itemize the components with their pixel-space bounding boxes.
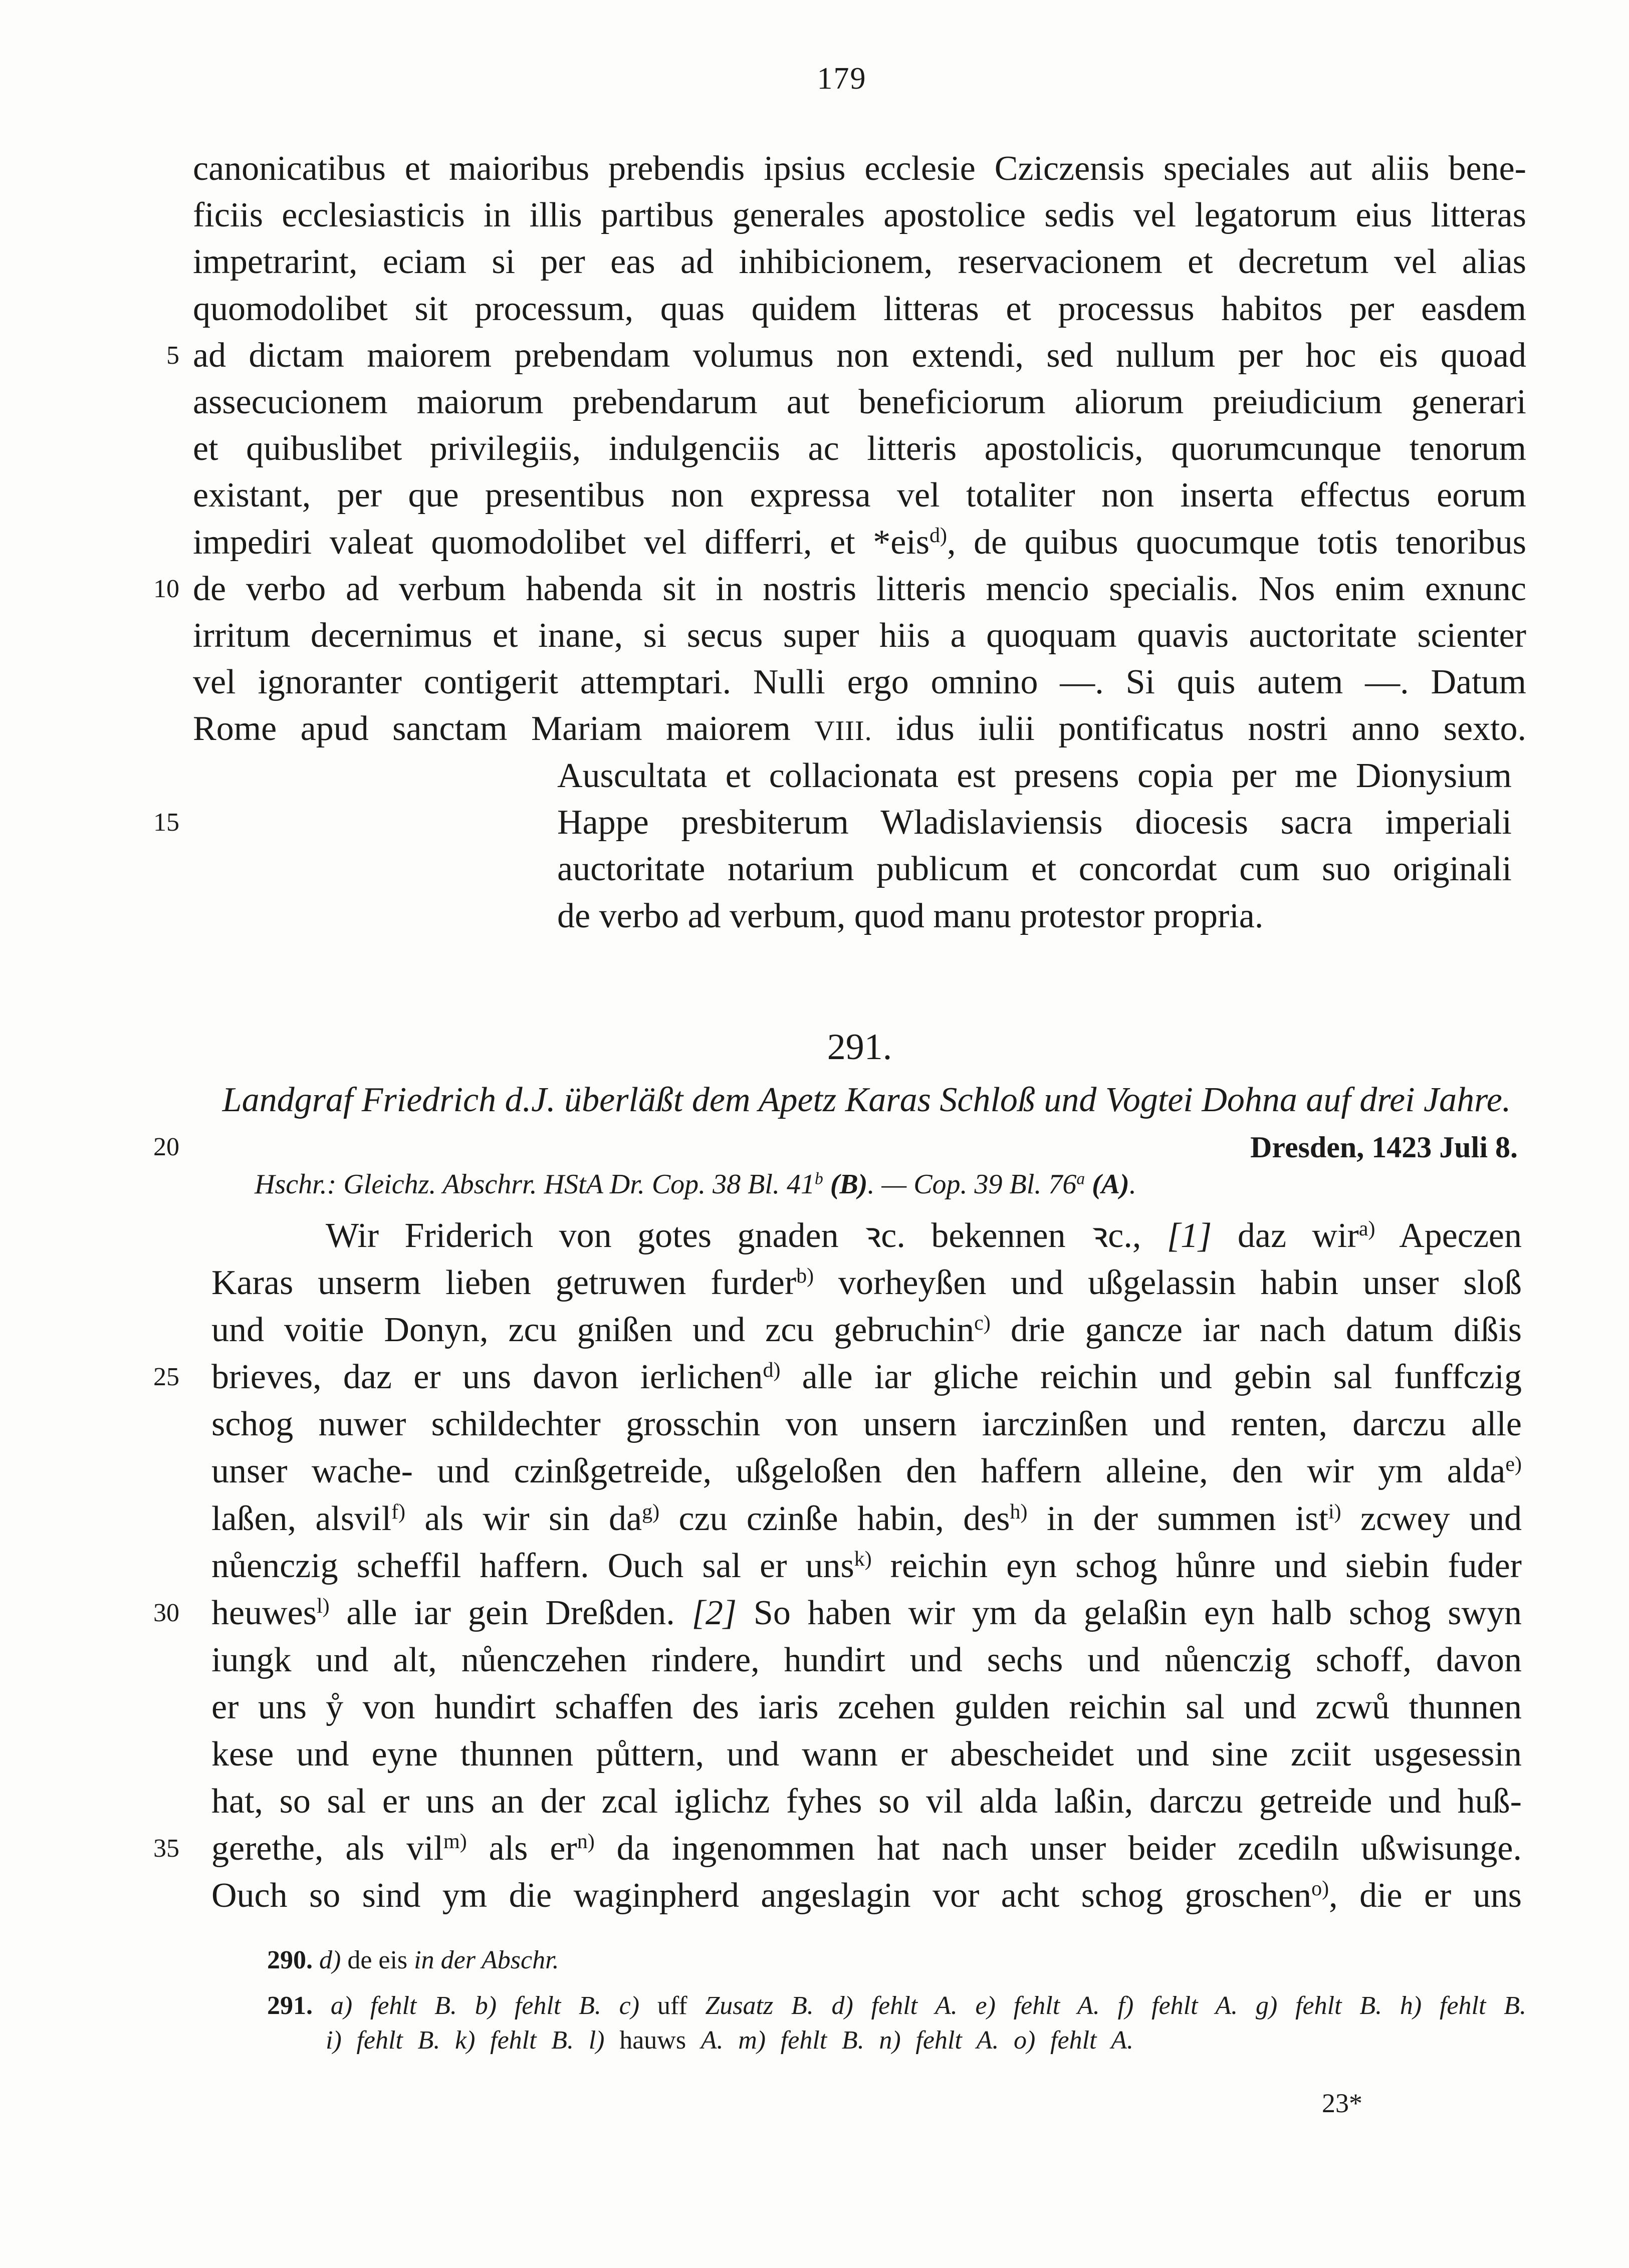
text-run: und voitie Donyn, zcu gnißen und zcu gebruchin [211, 1311, 975, 1350]
text-run: impetrarint, eciam si per eas ad inhibicionem, reservacionem et decretum vel alias [193, 242, 1526, 282]
line-text [211, 1684, 1522, 1731]
text-line [0, 1872, 1629, 1919]
italic-run: i) fehlt B. k) fehlt B. l) [326, 2026, 605, 2055]
text-run: vorheyßen und ußgelassin habin unser sloß [814, 1264, 1522, 1303]
line-text [193, 286, 1526, 332]
bold-run: 290. [267, 1946, 313, 1974]
text-run: quomodolibet sit processum, quas quidem litteras et processus habitos per easdem [193, 289, 1526, 328]
italic-run: d) [319, 1946, 341, 1974]
footnote-ref: k) [854, 1547, 872, 1571]
text-line [0, 752, 1629, 799]
italic-run: a) fehlt B. b) fehlt B. c) [330, 1991, 640, 2020]
text-run [1085, 1169, 1092, 1200]
text-line [0, 1307, 1629, 1354]
line-text [211, 1731, 1522, 1778]
document-number: 291. [827, 1027, 892, 1068]
text-line [0, 1401, 1629, 1448]
line-text [211, 1354, 1522, 1401]
line-text [193, 192, 1526, 238]
text-line [0, 1259, 1629, 1307]
text-run: da ingenommen hat nach unser beider zcediln ußwisunge. [594, 1829, 1522, 1868]
italic-run: A. m) fehlt B. n) fehlt A. o) fehlt A. [701, 2026, 1134, 2055]
line-number: 35 [153, 1834, 179, 1863]
text-line [0, 332, 1629, 379]
footnote-ref: b [814, 1169, 823, 1188]
text-run: schog nuwer schildechter grosschin von unsern iarczinßen und renten, darczu alle [211, 1405, 1522, 1444]
italic-run: in der Abschr. [414, 1946, 559, 1974]
footnote-291-continued [326, 2023, 1133, 2058]
text-run: kese und eyne thunnen půttern, und wann er abescheidet und sine zciit usgesessin [211, 1735, 1522, 1774]
text-run: nůenczig scheffil haffern. Ouch sal er uns [211, 1546, 854, 1585]
text-run: drie gancze iar nach datum dißis [990, 1311, 1522, 1350]
line-text [211, 1259, 1522, 1307]
text-run: heuwes [211, 1593, 317, 1632]
line-text [211, 1590, 1522, 1637]
text-line [0, 1825, 1629, 1872]
line-text [193, 659, 1526, 705]
place-date-line [0, 1125, 1629, 1170]
text-run: zcwey und [1341, 1499, 1522, 1538]
text-run: hat, so sal er uns an der zcal iglichz fyhes so vil alda laßin, darczu getreide und huß- [211, 1782, 1522, 1821]
line-text [211, 1825, 1522, 1872]
text-line [0, 705, 1629, 752]
text-run: brieves, daz er uns davon ierlichen [211, 1358, 763, 1397]
footnote-ref: f) [391, 1500, 406, 1524]
text-run: als wir sin da [405, 1499, 642, 1538]
text-run: unser wache- und czinßgetreide, ußgeloßen den haffern alleine, den wir ym alda [211, 1452, 1506, 1491]
text-line [0, 846, 1629, 892]
footnote-291 [267, 1988, 1526, 2024]
text-run: , de quibus quocumque totis tenoribus [947, 523, 1526, 562]
line-text [211, 1637, 1522, 1684]
line-text [193, 705, 1526, 754]
footnote-ref: g) [642, 1500, 660, 1524]
text-run: . [1129, 1169, 1136, 1200]
text-line [0, 1495, 1629, 1543]
text-line [0, 659, 1629, 705]
notarial-attestation [0, 752, 1629, 939]
text-run: alle iar gein Dreßden. [329, 1593, 692, 1632]
line-text [557, 846, 1512, 892]
italic-run: [2] [691, 1593, 737, 1632]
line-text [211, 1778, 1522, 1825]
footnote-ref: i) [1328, 1500, 1341, 1524]
line-number: 5 [166, 341, 179, 370]
footnote-ref: d) [763, 1359, 781, 1382]
text-line [0, 893, 1629, 939]
line-text [211, 1212, 1522, 1259]
text-line [0, 425, 1629, 472]
text-run: assecucionem maiorum prebendarum aut beneficiorum aliorum preiudicium generari [193, 382, 1526, 421]
text-run: existant, per que presentibus non expressa vel totaliter non inserta effectus eorum [193, 476, 1526, 515]
text-run: hauws [604, 2026, 701, 2055]
text-line [0, 1778, 1629, 1825]
text-run [823, 1169, 830, 1200]
text-line [0, 1212, 1629, 1259]
line-number: 25 [153, 1363, 179, 1392]
line-text [193, 472, 1526, 519]
text-line [0, 379, 1629, 425]
footnote-ref: l) [316, 1594, 330, 1618]
text-run: vel ignoranter contigerit attemptari. Nulli ergo omnino —. Si quis autem —. Datum [193, 663, 1526, 702]
text-line [0, 1731, 1629, 1778]
text-run: ficiis ecclesiasticis in illis partibus generales apostolice sedis vel legatorum eius litteras [193, 196, 1526, 235]
footnote-ref: h) [1010, 1500, 1028, 1524]
line-text [557, 893, 1512, 939]
text-run: irritum decernimus et inane, si secus super hiis a quoquam quavis auctoritate scienter [193, 616, 1526, 655]
text-run: Happe presbiterum Wladislaviensis diocesis sacra imperiali [557, 803, 1512, 842]
footnote-ref: b) [796, 1265, 814, 1288]
text-line [0, 1543, 1629, 1590]
text-run: reichin eyn schog hůnre und siebin fuder [871, 1546, 1522, 1585]
bold-run: (B) [830, 1169, 868, 1200]
place-date: Dresden, 1423 Juli 8. [1250, 1131, 1518, 1164]
italic-run: [1] [1167, 1216, 1212, 1255]
line-number: 15 [153, 808, 179, 837]
text-run: ad dictam maiorem prebendam volumus non extendi, sed nullum per hoc eis quoad [193, 336, 1526, 375]
line-text [193, 332, 1526, 379]
text-run: czu czinße habin, des [659, 1499, 1010, 1538]
document-290-text [0, 145, 1629, 752]
footnote-ref: o) [1311, 1877, 1329, 1901]
text-run: gerethe, als vil [211, 1829, 444, 1868]
line-number: 20 [153, 1133, 179, 1161]
document-291-text [0, 1212, 1629, 1919]
text-line [0, 1590, 1629, 1637]
text-line [0, 1354, 1629, 1401]
line-number: 30 [153, 1598, 179, 1627]
text-run: auctoritate notarium publicum et concordat cum suo originali [557, 850, 1512, 889]
footnote-ref: e) [1505, 1453, 1522, 1476]
footnote-ref: n) [577, 1830, 595, 1854]
text-run: impediri valeat quomodolibet vel differri, et *eis [193, 523, 930, 562]
footnote-290 [267, 1943, 559, 1978]
text-line [0, 519, 1629, 566]
text-run: de verbo ad verbum habenda sit in nostris litteris mencio specialis. Nos enim exnunc [193, 569, 1526, 608]
text-line [0, 1637, 1629, 1684]
text-line [0, 145, 1629, 192]
text-run: idus iulii pontificatus nostri anno sexto. [872, 709, 1526, 748]
text-run: et quibuslibet privilegiis, indulgenciis ac litteris apostolicis, quorumcunque tenorum [193, 429, 1526, 468]
text-run: alle iar gliche reichin und gebin sal funffczig [780, 1358, 1522, 1397]
text-run: uff [639, 1991, 706, 2020]
text-run: Rome apud sanctam Mariam maiorem [193, 709, 815, 748]
text-line [0, 192, 1629, 238]
text-line [0, 286, 1629, 332]
line-text [557, 799, 1512, 846]
text-run: laßen, alsvil [211, 1499, 392, 1538]
line-text [193, 379, 1526, 425]
footnote-ref: c) [974, 1312, 991, 1335]
text-run: als er [467, 1829, 577, 1868]
signature-mark: 23* [1322, 2088, 1362, 2118]
footnote-ref: d) [929, 524, 948, 547]
text-run: Apeczen [1375, 1216, 1522, 1255]
text-run: de eis [341, 1946, 414, 1974]
text-run: er uns ẙ von hundirt schaffen des iaris zcehen gulden reichin sal und zcwů thunnen [211, 1687, 1522, 1726]
text-run: canonicatibus et maioribus prebendis ipsius ecclesie Cziczensis speciales aut aliis bene- [193, 149, 1526, 188]
text-line [0, 1684, 1629, 1731]
text-run: So haben wir ym da gelaßin eyn halb schog swyn [737, 1593, 1522, 1632]
line-text [211, 1872, 1522, 1919]
text-line [0, 566, 1629, 612]
line-text [557, 752, 1512, 799]
line-text [211, 1448, 1522, 1495]
line-text [211, 1543, 1522, 1590]
text-run: , die er uns [1329, 1876, 1522, 1915]
small-caps-run: VIII. [814, 715, 872, 747]
source-note [255, 1167, 1457, 1202]
footnote-ref: m) [443, 1830, 467, 1854]
line-text [193, 145, 1526, 192]
text-line [0, 1448, 1629, 1495]
page-number: 179 [817, 62, 867, 96]
text-line [0, 799, 1629, 846]
document-regest-title: Landgraf Friedrich d.J. überläßt dem Apetz Karas Schloß und Vogtei Dohna auf drei Jahre. [222, 1081, 1511, 1119]
line-text [193, 566, 1526, 612]
italic-run: Zusatz B. d) fehlt A. e) fehlt A. f) fehlt A. g) fehlt B. h) fehlt B. [705, 1991, 1527, 2020]
text-run: Karas unserm lieben getruwen furder [211, 1264, 797, 1303]
text-run: in der summen ist [1027, 1499, 1328, 1538]
text-run: Hschr.: Gleichz. Abschrr. HStA Dr. Cop. 38 Bl. 41 [255, 1169, 815, 1200]
footnote-ref: a) [1358, 1217, 1375, 1240]
line-text [211, 1401, 1522, 1448]
text-run: Wir Friderich von gotes gnaden ꝛc. bekennen ꝛc., [326, 1216, 1167, 1255]
text-run: de verbo ad verbum, quod manu protestor propria. [557, 896, 1264, 935]
footnote-ref: a [1076, 1169, 1085, 1188]
line-text [193, 519, 1526, 566]
line-text [211, 1307, 1522, 1354]
bold-run: 291. [267, 1991, 313, 2020]
text-run [313, 1991, 331, 2020]
line-text [211, 1495, 1522, 1543]
text-line [0, 472, 1629, 519]
text-run: Ouch so sind ym die waginpherd angeslagin vor acht schog groschen [211, 1876, 1312, 1915]
text-run: daz wir [1212, 1216, 1359, 1255]
text-run [313, 1946, 319, 1974]
text-line [0, 612, 1629, 659]
line-text [193, 425, 1526, 472]
text-line [0, 238, 1629, 285]
bold-run: (A) [1092, 1169, 1129, 1200]
line-text [193, 238, 1526, 285]
line-number: 10 [153, 574, 179, 603]
text-run: . — Cop. 39 Bl. 76 [867, 1169, 1077, 1200]
line-text [193, 612, 1526, 659]
text-run: Auscultata et collacionata est presens copia per me Dionysium [557, 757, 1512, 795]
text-run: iungk und alt, nůenczehen rindere, hundirt und sechs und nůenczig schoff, davon [211, 1640, 1522, 1679]
